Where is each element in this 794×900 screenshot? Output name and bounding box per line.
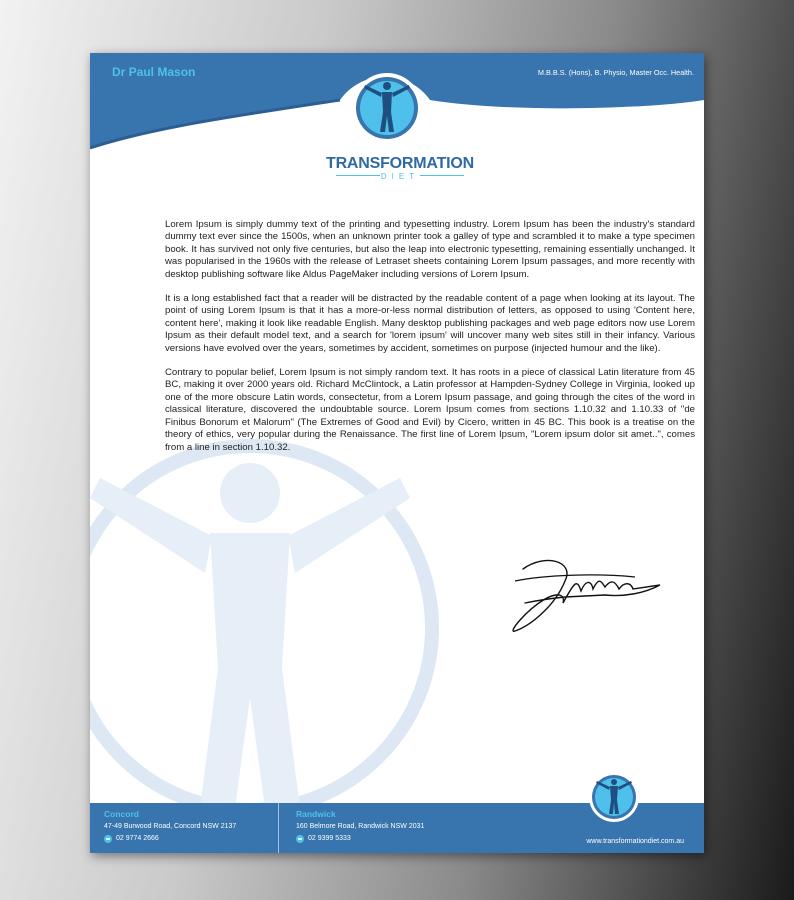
paragraph: Contrary to popular belief, Lorem Ipsum is not simply random text. It has roots in a piece of classical Latin literature from 45 BC, making it over 2000 years old. Richard McClintock, a Latin professor at Hampden-Sydney College in Virginia, looked up one of the more obscure Latin words, consectetur, from a Lorem Ipsum passage, and going through the cites of the word in classical literature, discovered the undoubtable source. Lorem Ipsum comes from sections 1.10.32 and 1.10.33 of "de Finibus Bonorum et Malorum" (The Extremes of Good and Evil) by Cicero, written in 45 BC. This book is a treatise on the theory of ethics, very popular during the Renaissance. The first line of Lorem Ipsum, "Lorem ipsum dolor sit amet..", comes from a line in section 1.10.32. [165, 367, 695, 453]
location-address: 160 Belmore Road, Randwick NSW 2031 [296, 823, 425, 830]
footer-divider [278, 803, 279, 853]
location-phone [104, 833, 236, 844]
location-concord [104, 809, 236, 844]
vitruvian-man-icon [351, 72, 423, 144]
phone-number: 02 9399 5333 [308, 835, 351, 842]
phone-number: 02 9774 2666 [116, 835, 159, 842]
paragraph: Lorem Ipsum is simply dummy text of the printing and typesetting industry. Lorem Ipsum has been the industry's standard dummy text ever since the 1500s, when an unknown printer took a galley of type and scrambled it to make a type specimen book. It has survived not only five centuries, but also the leap into electronic typesetting, remaining essentially unchanged. It was popularised in the 1960s with the release of Letraset sheets containing Lorem Ipsum passages, and more recently with desktop publishing software like Aldus PageMaker including versions of Lorem Ipsum. [165, 219, 695, 280]
brand-logo [310, 156, 490, 181]
phone-icon [104, 835, 112, 843]
brand-name: TRANSFORMATION [326, 155, 474, 172]
handwritten-signature [505, 551, 665, 643]
location-name: Concord [104, 809, 139, 819]
doctor-name: Dr Paul Mason [112, 65, 196, 79]
location-randwick [296, 809, 424, 844]
location-phone [296, 833, 424, 844]
location-address: 47-49 Burwood Road, Concord NSW 2137 [104, 823, 237, 830]
brand-line-left [336, 175, 380, 176]
letter-body [165, 219, 695, 466]
letterhead-page [90, 53, 704, 853]
website-link[interactable]: www.transformationdiet.com.au [586, 838, 684, 845]
location-name: Randwick [296, 809, 336, 819]
watermark-figure-icon [90, 438, 440, 818]
paragraph: It is a long established fact that a reader will be distracted by the readable content of a page when looking at its layout. The point of using Lorem Ipsum is that it has a more-or-less normal distribution of letters, as opposed to using 'Content here, content here', making it look like readable English. Many desktop publishing packages and web page editors now use Lorem Ipsum as their default model text, and a search for 'lorem ipsum' will uncover many web sites still in their infancy. Various versions have evolved over the years, sometimes by accident, sometimes on purpose (injected humour and the like). [165, 293, 695, 354]
brand-subtitle: DIET [380, 172, 420, 181]
brand-line-right [420, 175, 464, 176]
doctor-credentials: M.B.B.S. (Hons), B. Physio, Master Occ. Health. [537, 68, 694, 77]
phone-icon [296, 835, 304, 843]
footer-vitruvian-man-icon [588, 771, 640, 823]
